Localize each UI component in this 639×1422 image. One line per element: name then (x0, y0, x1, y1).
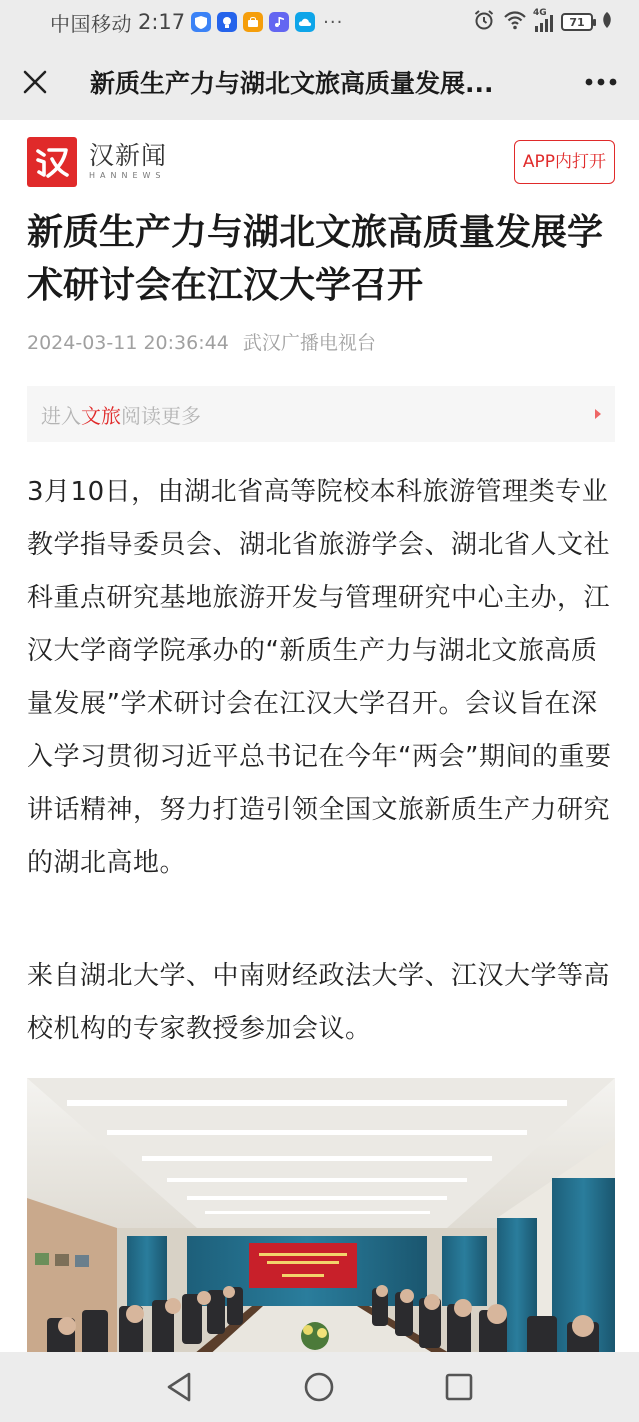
clock: 2:17 (138, 10, 186, 34)
home-circle-icon (303, 1371, 335, 1403)
close-button[interactable] (0, 44, 70, 120)
battery-icon (561, 13, 593, 31)
battery-level: 71 (569, 15, 585, 29)
more-options-button[interactable] (563, 44, 639, 120)
article-title: 新质生产力与湖北文旅高质量发展学术研讨会在江汉大学召开 (27, 212, 604, 306)
home-button[interactable] (295, 1363, 343, 1411)
brand-name: 汉新闻 (89, 141, 168, 170)
article-paragraph: 3月10日，由湖北省高等院校本科旅游管理类专业教学指导委员会、湖北省旅游学会、湖北省人文社科重点研究基地旅游开发与管理研究中心主办，江汉大学商学院承办的“新质生产力与湖北文旅高质量发展”学术研讨会在江汉大学召开。会议旨在深入学习贯彻习近平总书记在今年“两会”期间的重要讲话精神，努力打造引领全国文旅新质生产力研究的湖北高地。 (27, 477, 612, 878)
chevron-right-icon (595, 409, 601, 419)
article-meta (27, 328, 376, 355)
bulb-app-icon (217, 12, 237, 32)
open-in-app-button[interactable]: APP内打开 (514, 140, 615, 184)
brand-text (89, 142, 167, 182)
hannews-logo-icon (27, 137, 77, 187)
article-source: 武汉广播电视台 (242, 332, 376, 354)
browser-title-bar (0, 44, 639, 120)
meeting-photo-illustration (27, 1078, 615, 1352)
meeting-room-photo (27, 1078, 615, 1352)
cloud-app-icon (295, 12, 315, 32)
bag-app-icon (243, 12, 263, 32)
channel-name: 文旅 (81, 403, 121, 428)
status-bar (0, 0, 639, 44)
network-type-label: 4G (533, 8, 547, 18)
publish-date: 2024-03-11 20:36:44 (27, 332, 229, 354)
recent-square-icon (444, 1372, 474, 1402)
back-button[interactable] (156, 1363, 204, 1411)
brand-subtitle: HANNEWS (89, 171, 166, 180)
close-icon (22, 69, 48, 95)
page-title: 新质生产力与湖北文旅高质量发展... (90, 69, 494, 98)
music-app-icon (269, 12, 289, 32)
system-navigation-bar (0, 1352, 639, 1422)
alarm-icon (473, 9, 495, 36)
more-notifications-icon: ··· (323, 11, 344, 33)
back-triangle-icon (165, 1371, 195, 1403)
channel-prefix: 进入 (41, 403, 81, 428)
leaf-icon (601, 10, 613, 34)
shield-app-icon (191, 12, 211, 32)
more-dots-icon (585, 78, 617, 86)
carrier-label: 中国移动 (50, 11, 132, 36)
recent-apps-button[interactable] (435, 1363, 483, 1411)
channel-suffix: 阅读更多 (121, 403, 201, 428)
cellular-signal-icon (533, 8, 553, 32)
channel-link-bar[interactable] (27, 386, 615, 442)
wifi-icon (503, 10, 527, 35)
article-paragraph: 来自湖北大学、中南财经政法大学、江汉大学等高校机构的专家教授参加会议。 (27, 961, 611, 1044)
article-content (0, 120, 639, 1352)
brand-header (27, 136, 615, 188)
